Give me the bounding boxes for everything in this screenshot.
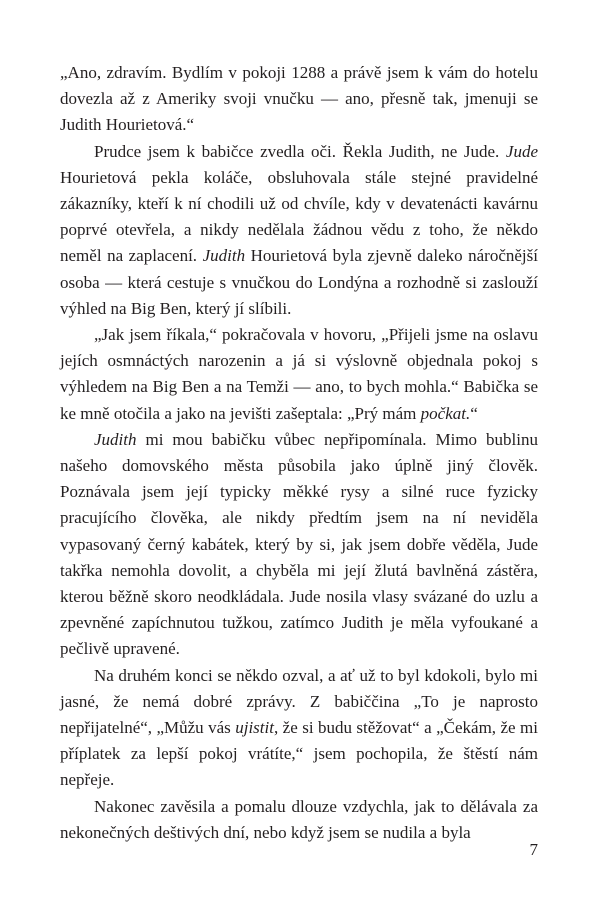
paragraph-1-text: „Ano, zdravím. Bydlím v pokoji 1288 a právě jsem k vám do hotelu dovezla až z Ameriky svoji vnučku — ano, přesně tak, jmenuji se Judith Hourietová.“ [60, 63, 538, 135]
paragraph-5-text-2: , že si budu stěžovat“ a „Čekám, že mi příplatek za lepší pokoj vrátíte,“ jsem pochopila, že štěstí nám nepřeje. [60, 718, 538, 790]
paragraph-5-italic-ujistit: ujistit [235, 718, 274, 738]
paragraph-3-italic-pockat: počkat. [420, 403, 471, 423]
paragraph-2-text-3: Hourietová byla zjevně daleko náročnější osoba — která cestuje s vnučkou do Londýna a rozhodně si zaslouží výhled na Big Ben, který jí slíbili. [60, 246, 538, 318]
paragraph-4-italic-judith: Judith [94, 429, 137, 449]
paragraph-2-italic-jude: Jude [505, 141, 538, 161]
paragraph-6 [60, 794, 538, 846]
paragraph-4-text: mi mou babičku vůbec nepřipomínala. Mimo bublinu našeho domovského města působila jako úplně jiný člověk. Poznávala jsem její typicky měkké rysy a silné ruce fyzicky pracujícího člověka, ale nikdy předtím jsem na ní neviděla vypasovaný černý kabátek, který by si, jak jsem dobře věděla, Jude takřka nemohla dovolit, a chyběla mi její žlutá bavlněná zástěra, kterou běžně skoro neodkládala. Jude nosila vlasy svázané do uzlu a zpevněné zapíchnutou tužkou, zatímco Judith je měla vyfoukané a pečlivě upravené. [60, 429, 538, 659]
paragraph-6-text: Nakonec zavěsila a pomalu dlouze vzdychla, jak to dělávala za nekonečných deštivých dní, nebo když jsem se nudila a byla [60, 796, 538, 842]
paragraph-3-text-2: “ [470, 403, 478, 423]
paragraph-2-italic-judith: Judith [202, 246, 246, 266]
paragraph-5-text-1: Na druhém konci se někdo ozval, a ať už to byl kdokoli, bylo mi jasné, že nemá dobré zprávy. Z babiččina „To je naprosto nepřijatelné“, „Můžu vás [60, 665, 538, 738]
paragraph-5 [60, 663, 538, 794]
paragraph-1 [60, 60, 538, 139]
paragraph-3 [60, 322, 538, 427]
paragraph-2-text-2: Hourietová pekla koláče, obsluhovala stále stejné pravidelné zákazníky, kteří k ní chodili už od chvíle, kdy v devatenácti kavárnu poprvé otevřela, a nikdy nedělala žádnou vědu z toho, že někdo neměl na zaplacení. [60, 167, 538, 266]
paragraph-2-text-1: Prudce jsem k babičce zvedla oči. Řekla Judith, ne Jude. [94, 141, 506, 161]
paragraph-2 [60, 139, 538, 322]
page-number: 7 [529, 840, 538, 859]
book-page [60, 60, 538, 846]
paragraph-4 [60, 427, 538, 663]
paragraph-3-text-1: „Jak jsem říkala,“ pokračovala v hovoru, „Přijeli jsme na oslavu jejích osmnáctých narozenin a já si výslovně objednala pokoj s výhledem na Big Ben a na Temži — ano, to bych mohla.“ Babička se ke mně otočila a jako na jevišti zašeptala: „Prý mám [60, 325, 538, 423]
